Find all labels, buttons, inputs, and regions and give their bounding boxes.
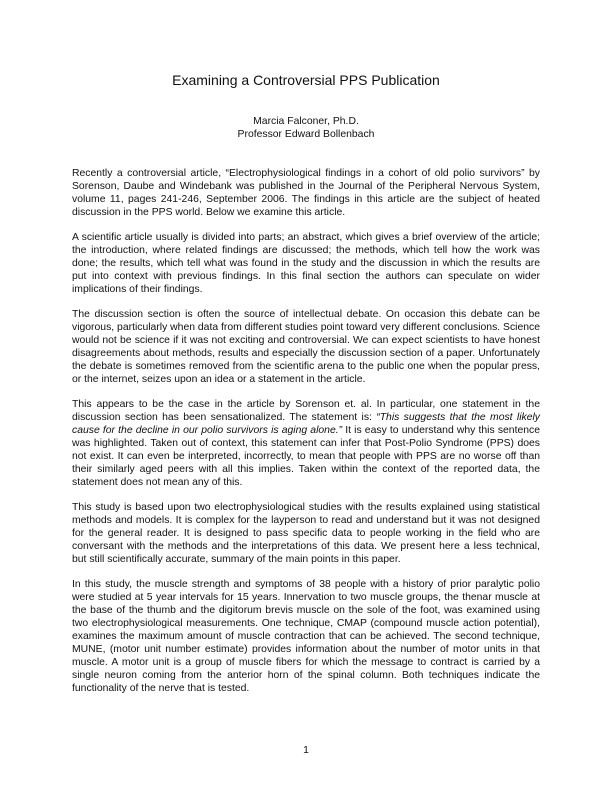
quoted-statement: “This suggests that the most likely cause for the decline in our polio survivors is aging alone.” xyxy=(72,412,540,436)
body-paragraph: In this study, the muscle strength and symptoms of 38 people with a history of prior paralytic polio were studied at 5 year intervals for 15 years. Innervation to two muscle groups, the thenar muscle at the base of the thumb and the digitorum brevis muscle on the sole of the foot, was examined using two electrophysiological measurements. One technique, CMAP (compound muscle action potential), examines the maximum amount of muscle contraction that can be achieved. The second technique, MUNE, (motor unit number estimate) provides information about the number of motor units in that muscle. A motor unit is a group of muscle fibers for which the message to contract is carried by a single neuron coming from the anterior horn of the spinal column. Both techniques indicate the functionality of the nerve that is tested. xyxy=(72,579,540,694)
body-paragraph: Recently a controversial article, “Electrophysiological findings in a cohort of old polio survivors” by Sorenson, Daube and Windebank was published in the Journal of the Peripheral Nervous System, volume 11, pages 241-246, September 2006. The findings in this article are the subject of heated discussion in the PPS world. Below we examine this article. xyxy=(72,168,540,218)
body-paragraph xyxy=(72,398,540,489)
document-title: Examining a Controversial PPS Publication xyxy=(172,72,440,88)
author-name: Professor Edward Bollenbach xyxy=(237,129,375,140)
author-block xyxy=(72,115,540,141)
body-paragraph: A scientific article usually is divided into parts; an abstract, which gives a brief overview of the article; the introduction, where related findings are discussed; the methods, which tell how the work was done; the results, which tell what was found in the study and the discussion in which the results are put into context with previous findings. In this final section the authors can speculate on wider implications of their findings. xyxy=(72,232,540,295)
author-name: Marcia Falconer, Ph.D. xyxy=(253,116,359,127)
paragraph-text: This appears to be the case in the article by Sorenson et. al. In particular, one statement in the discussion section has been sensationalized. The statement is: xyxy=(72,399,540,423)
body-paragraph: This study is based upon two electrophysiological studies with the results explained using statistical methods and models. It is complex for the layperson to read and understand but it was not designed for the general reader. It is designed to pass specific data to people working in the field who are conversant with the methods and the interpretations of this data. We present here a less technical, but still scientifically accurate, summary of the main points in this paper. xyxy=(72,502,540,565)
paragraph-text: It is easy to understand why this sentence was highlighted. Taken out of context, this statement can infer that Post-Polio Syndrome (PPS) does not exist. It can even be interpreted, incorrectly, to mean that people with PPS are no worse off than their similarly aged peers with all this implies. Taken within the context of the reported data, the statement does not mean any of this. xyxy=(72,425,540,488)
page-number: 1 xyxy=(303,745,309,756)
body-paragraph: The discussion section is often the source of intellectual debate. On occasion this debate can be vigorous, particularly when data from different studies point toward very different conclusions. Science would not be science if it was not exciting and controversial. We can expect scientists to have honest disagreements about methods, results and especially the discussion section of a paper. Unfortunately the debate is sometimes removed from the scientific arena to the public one when the popular press, or the internet, seizes upon an idea or a statement in the article. xyxy=(72,309,541,385)
